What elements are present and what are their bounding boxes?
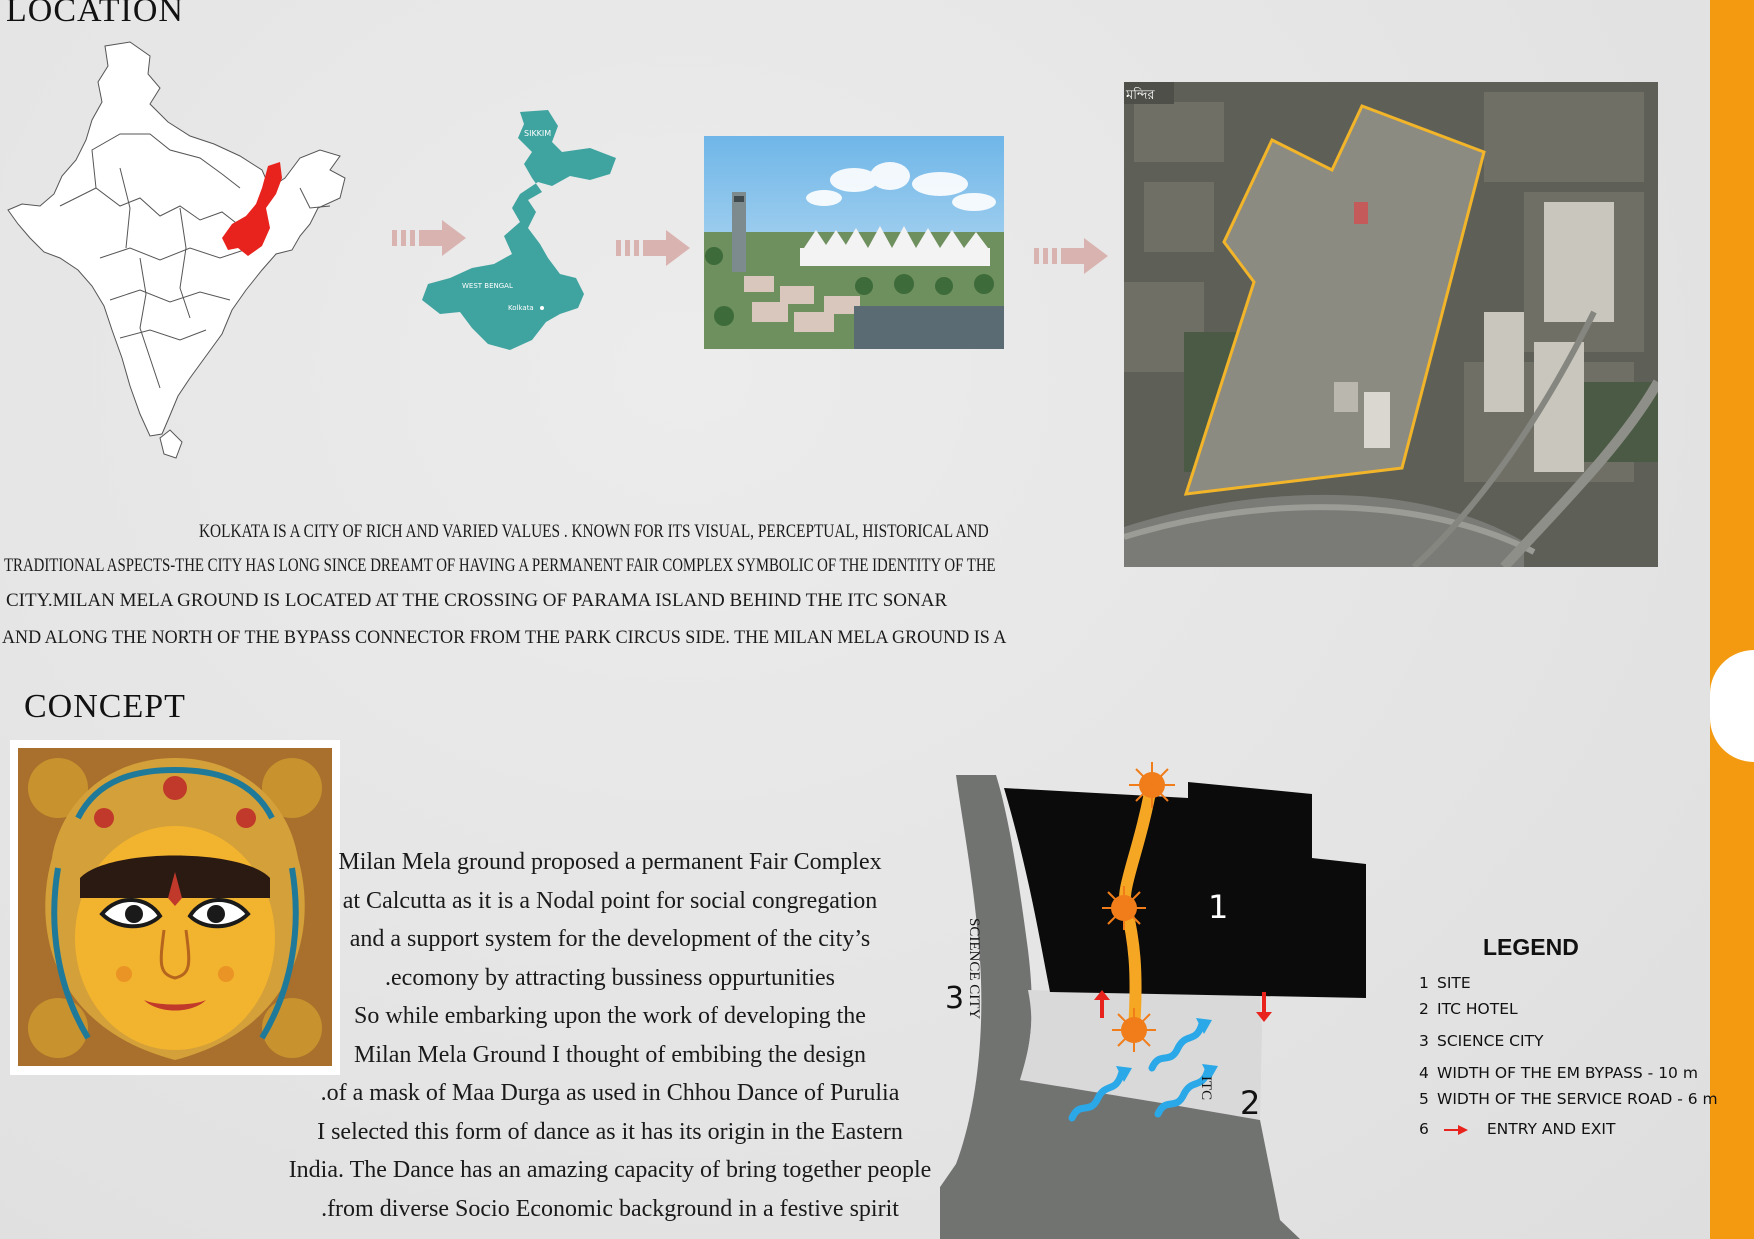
concept-line-4: .ecomony by attracting bussiness oppurtunities xyxy=(385,964,835,991)
location-heading: LOCATION xyxy=(6,0,184,29)
concept-line-6: Milan Mela Ground I thought of embibing the design xyxy=(354,1041,866,1068)
concept-heading: CONCEPT xyxy=(24,688,186,725)
concept-line-1: Milan Mela ground proposed a permanent Fair Complex xyxy=(338,849,882,875)
legend-title: LEGEND xyxy=(1483,934,1579,960)
fair-complex-render-image xyxy=(704,136,1004,349)
concept-line-2: at Calcutta as it is a Nodal point for social congregation xyxy=(342,887,878,914)
location-text-line-1: KOLKATA IS A CITY OF RICH AND VARIED VALUES . KNOWN FOR ITS VISUAL, PERCEPTUAL, HISTORICAL AND xyxy=(199,522,989,542)
location-text-line-2: TRADITIONAL ASPECTS-THE CITY HAS LONG SINCE DREAMT OF HAVING A PERMANENT FAIR COMPLEX SYMBOLIC OF THE IDENTITY OF THE xyxy=(4,556,996,576)
concept-paragraph xyxy=(240,843,980,1228)
diagram-label-1: 1 xyxy=(1208,888,1229,926)
legend-item-2: 2 ITC HOTEL xyxy=(1419,1000,1518,1018)
concept-line-7: .of a mask of Maa Durga as used in Chhou Dance of Purulia xyxy=(320,1080,900,1106)
concept-line-5: So while embarking upon the work of developing the xyxy=(354,1003,866,1029)
site-concept-diagram xyxy=(940,760,1420,1239)
aerial-corner-text: মন্দির xyxy=(1126,88,1155,103)
flow-arrow-3 xyxy=(1034,234,1112,278)
legend-item-3: 3 SCIENCE CITY xyxy=(1419,1032,1544,1050)
diagram-label-3: 3 xyxy=(945,981,965,1016)
concept-line-8: I selected this form of dance as it has its origin in the Eastern xyxy=(317,1118,903,1145)
diagram-label-2: 2 xyxy=(1240,1084,1261,1122)
legend-item-5: 5 WIDTH OF THE SERVICE ROAD - 6 m xyxy=(1419,1090,1718,1108)
legend-item-4: 4 WIDTH OF THE EM BYPASS - 10 m xyxy=(1419,1064,1698,1082)
concept-line-10: .from diverse Socio Economic background in a festive spirit xyxy=(321,1195,899,1222)
site-aerial-image xyxy=(1124,82,1658,567)
india-map xyxy=(0,38,390,468)
concept-line-9: India. The Dance has an amazing capacity of bring together people xyxy=(288,1157,932,1183)
legend-item-6: 6 ENTRY AND EXIT xyxy=(1419,1120,1616,1138)
location-text-line-3: CITY.MILAN MELA GROUND IS LOCATED AT THE CROSSING OF PARAMA ISLAND BEHIND THE ITC SONAR xyxy=(6,590,948,611)
sikkim-label: SIKKIM xyxy=(524,129,552,138)
legend-item-1: 1 SITE xyxy=(1419,974,1471,992)
site-block xyxy=(1004,782,1366,998)
entry-exit-arrow-icon xyxy=(1444,1125,1468,1135)
west-bengal-label: WEST BENGAL xyxy=(462,282,513,290)
itc-road-label: ITC xyxy=(1198,1076,1214,1101)
science-city-road-label: SCIENCE CITY xyxy=(966,918,982,1020)
concept-line-3: and a support system for the development of the city’s xyxy=(349,926,871,952)
location-text-line-4: AND ALONG THE NORTH OF THE BYPASS CONNECTOR FROM THE PARK CIRCUS SIDE. THE MILAN MELA GROUND IS A xyxy=(2,628,1007,648)
kolkata-label: Kolkata xyxy=(508,304,534,312)
orange-side-strip xyxy=(1710,0,1754,1239)
flow-arrow-2 xyxy=(616,226,694,270)
west-bengal-map xyxy=(420,108,620,353)
